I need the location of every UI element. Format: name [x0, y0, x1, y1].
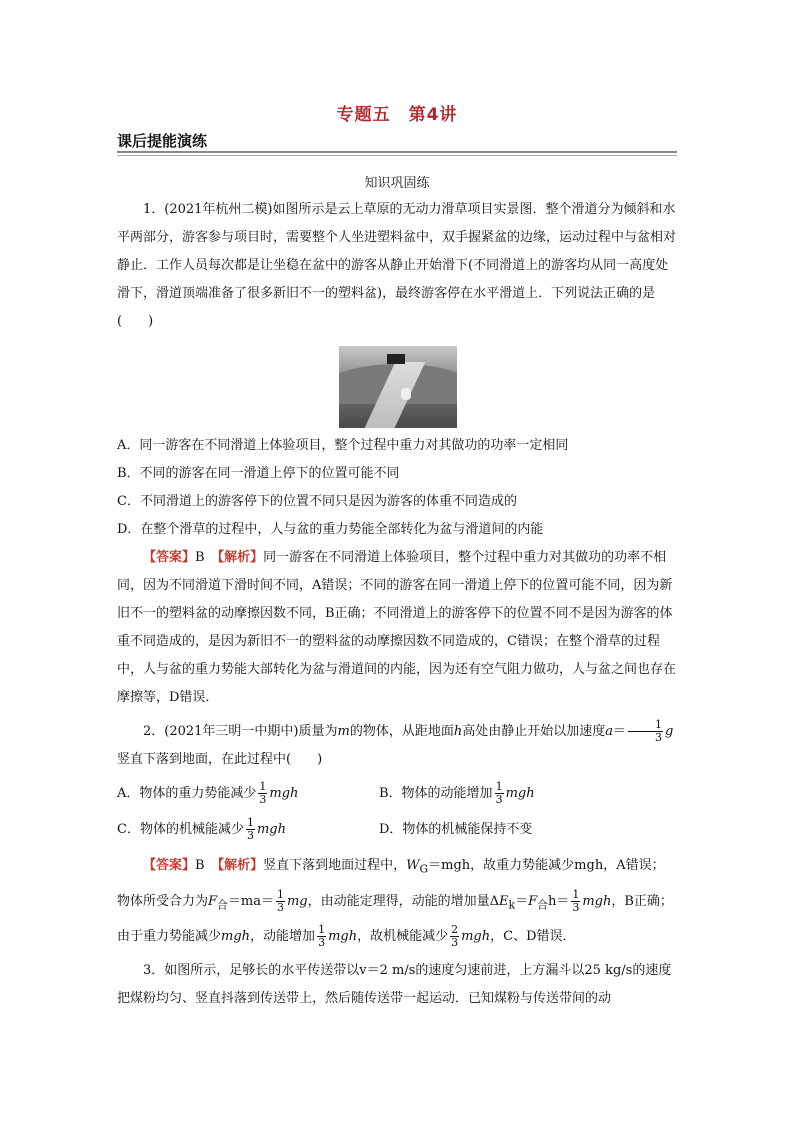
question-3-stem: 3．如图所示，足够长的水平传送带以v＝2 m/s的速度匀速前进，上方漏斗以25 kg/s的速度把煤粉均匀、竖直抖落到传送带上，然后随传送带一起运动．已知煤粉与传送带间的动	[117, 963, 672, 1007]
answer-tag: 【答案】	[143, 550, 196, 565]
grass-slide-photo	[339, 346, 457, 428]
divider	[117, 151, 677, 153]
subsection-heading: 知识巩固练	[364, 176, 430, 191]
divider	[117, 155, 677, 156]
option-b: B．物体的动能增加 $\frac{1}{3}$ mgh	[379, 780, 535, 806]
question-1-answer	[117, 544, 679, 712]
options-row	[117, 780, 679, 808]
option-a: A．物体的重力势能减少 $\frac{1}{3}$ mgh	[117, 780, 299, 806]
options-row	[117, 816, 679, 844]
option-c: C．不同滑道上的游客停下的位置不同只是因为游客的体重不同造成的	[117, 494, 517, 509]
question-2-stem: 2．(2021年三明一中期中)质量为m的物体，从距地面h高处由静止开始以加速度a＝ $\frac{1}{3}$ g 竖直下落到地面，在此过程中( )	[117, 718, 674, 767]
fraction: $\frac{1}{3}$	[628, 719, 663, 744]
option-b: B．不同的游客在同一滑道上停下的位置可能不同	[117, 466, 400, 481]
question-1-stem: 1．(2021年杭州二模)如图所示是云上草原的无动力滑草项目实景图．整个滑道分为倾斜和水平两部分，游客参与项目时，需要整个人坐进塑料盆中，双手握紧盆的边缘，运动过程中与盆相对静止．工作人员每次都是让坐稳在盆中的游客从静止开始滑下(不同滑道上的游客均从同一高度处滑下，滑道顶端准备了很多新旧不一的塑料盆)，最终游客停在水平滑道上．下列说法正确的是( )	[117, 202, 677, 329]
section-heading: 课后提能演练	[117, 132, 208, 150]
analysis-line: 由于重力势能减少mgh，动能增加 $\frac{1}{3}$ mgh，故机械能减少 $\frac{2}{3}$ mgh，C、D错误．	[117, 923, 576, 950]
content	[117, 196, 679, 1013]
analysis-tag: 【解析】	[217, 550, 264, 565]
analysis-line: 物体所受合力为$F_合=ma=$ $\frac{1}{3}$ mg，由动能定理得，动能的增加量$\Delta E_k=F_合h=$ $\frac{1}{3}$ mgh，B正确；	[117, 887, 673, 914]
analysis-text: 同一游客在不同滑道上体验项目，整个过程中重力对其做功的功率不相同，因为不同滑道下滑时间不同，A错误；不同的游客在同一滑道上停下的位置可能不同，因为新旧不一的塑料盆的动摩擦因数不同，B正确；不同滑道上的游客停下的位置不同不是因为游客的体重不同造成的，是因为新旧不一的塑料盆的动摩擦因数不同造成的，C错误；在整个滑草的过程中，人与盆的重力势能大部转化为盆与滑道间的内能，因为还有空气阻力做功，人与盆之间也存在摩擦等，D错误．	[117, 550, 677, 705]
question-2-answer: 【答案】B 【解析】竖直下落到地面过程中，$W_G=mgh$，故重力势能减少mgh，A错误；	[143, 858, 665, 876]
option-a: A．同一游客在不同滑道上体验项目，整个过程中重力对其做功的功率一定相同	[117, 438, 569, 453]
option-c: C．物体的机械能减少 $\frac{1}{3}$ mgh	[117, 816, 286, 842]
answer-value: B	[195, 550, 205, 565]
page-title: 专题五 第4讲	[336, 105, 458, 125]
option-d: D．在整个滑草的过程中，人与盆的重力势能全部转化为盆与滑道间的内能	[117, 522, 544, 537]
option-d: D．物体的机械能保持不变	[379, 822, 533, 837]
